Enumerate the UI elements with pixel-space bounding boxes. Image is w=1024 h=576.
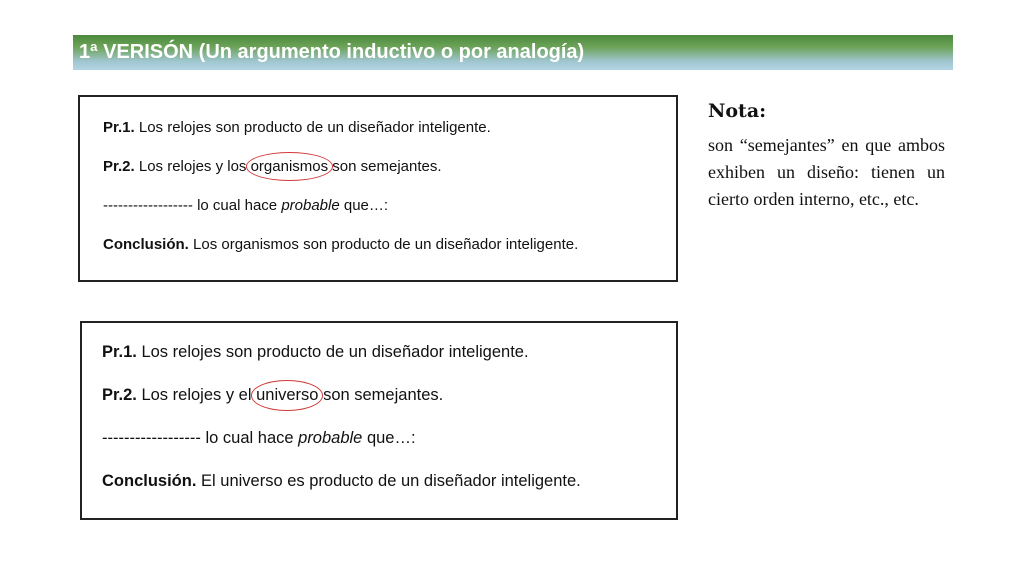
separator-dashes: ------------------ (102, 429, 201, 447)
premise-2-text-before: Los relojes y los (134, 158, 251, 175)
premise-1-label: Pr.1. (103, 119, 135, 136)
separator-italic: probable (281, 197, 340, 214)
separator-text-after: que…: (362, 429, 416, 447)
premise-1 (103, 119, 676, 158)
premise-2-text-before: Los relojes y el (136, 386, 257, 404)
separator-line (103, 197, 676, 236)
premise-2 (102, 386, 676, 429)
note-body: son “semejantes” en que ambos exhiben un diseño: tienen un cierto orden interno, etc., etc. (708, 135, 945, 209)
premise-1-text: Los relojes son producto de un diseñador inteligente. (136, 343, 529, 361)
separator-text-before: lo cual hace (200, 429, 299, 447)
conclusion-text: Los organismos son producto de un diseñador inteligente. (188, 236, 579, 253)
title-bar (73, 35, 953, 70)
circled-term-text: organismos (250, 158, 329, 175)
premise-2-text-after: son semejantes. (328, 158, 442, 175)
separator-text-before: lo cual hace (192, 197, 282, 214)
conclusion-text: El universo es producto de un diseñador inteligente. (196, 472, 581, 490)
separator-text-after: que…: (339, 197, 389, 214)
circled-term-organismos (251, 158, 329, 175)
note-title: Nota: (708, 100, 767, 122)
premise-2-label: Pr.2. (102, 386, 137, 404)
premise-2 (103, 158, 676, 197)
premise-1-text: Los relojes son producto de un diseñador inteligente. (134, 119, 491, 136)
premise-1-label: Pr.1. (102, 343, 137, 361)
argument-box-universo (80, 321, 678, 520)
premise-2-text-after: son semejantes. (318, 386, 444, 404)
conclusion (102, 472, 676, 515)
separator-dashes: ------------------ (103, 197, 193, 214)
conclusion-label: Conclusión. (102, 472, 197, 490)
argument-box-organismos (78, 95, 678, 282)
circled-term-text: universo (256, 386, 319, 404)
conclusion-label: Conclusión. (103, 236, 189, 253)
separator-italic: probable (298, 429, 363, 447)
circled-term-universo (256, 386, 318, 405)
conclusion (103, 236, 676, 275)
premise-1 (102, 343, 676, 386)
note-panel (708, 100, 945, 213)
separator-line (102, 429, 676, 472)
premise-2-label: Pr.2. (103, 158, 135, 175)
slide-title: 1ª VERISÓN (Un argumento inductivo o por analogía) (79, 41, 585, 63)
